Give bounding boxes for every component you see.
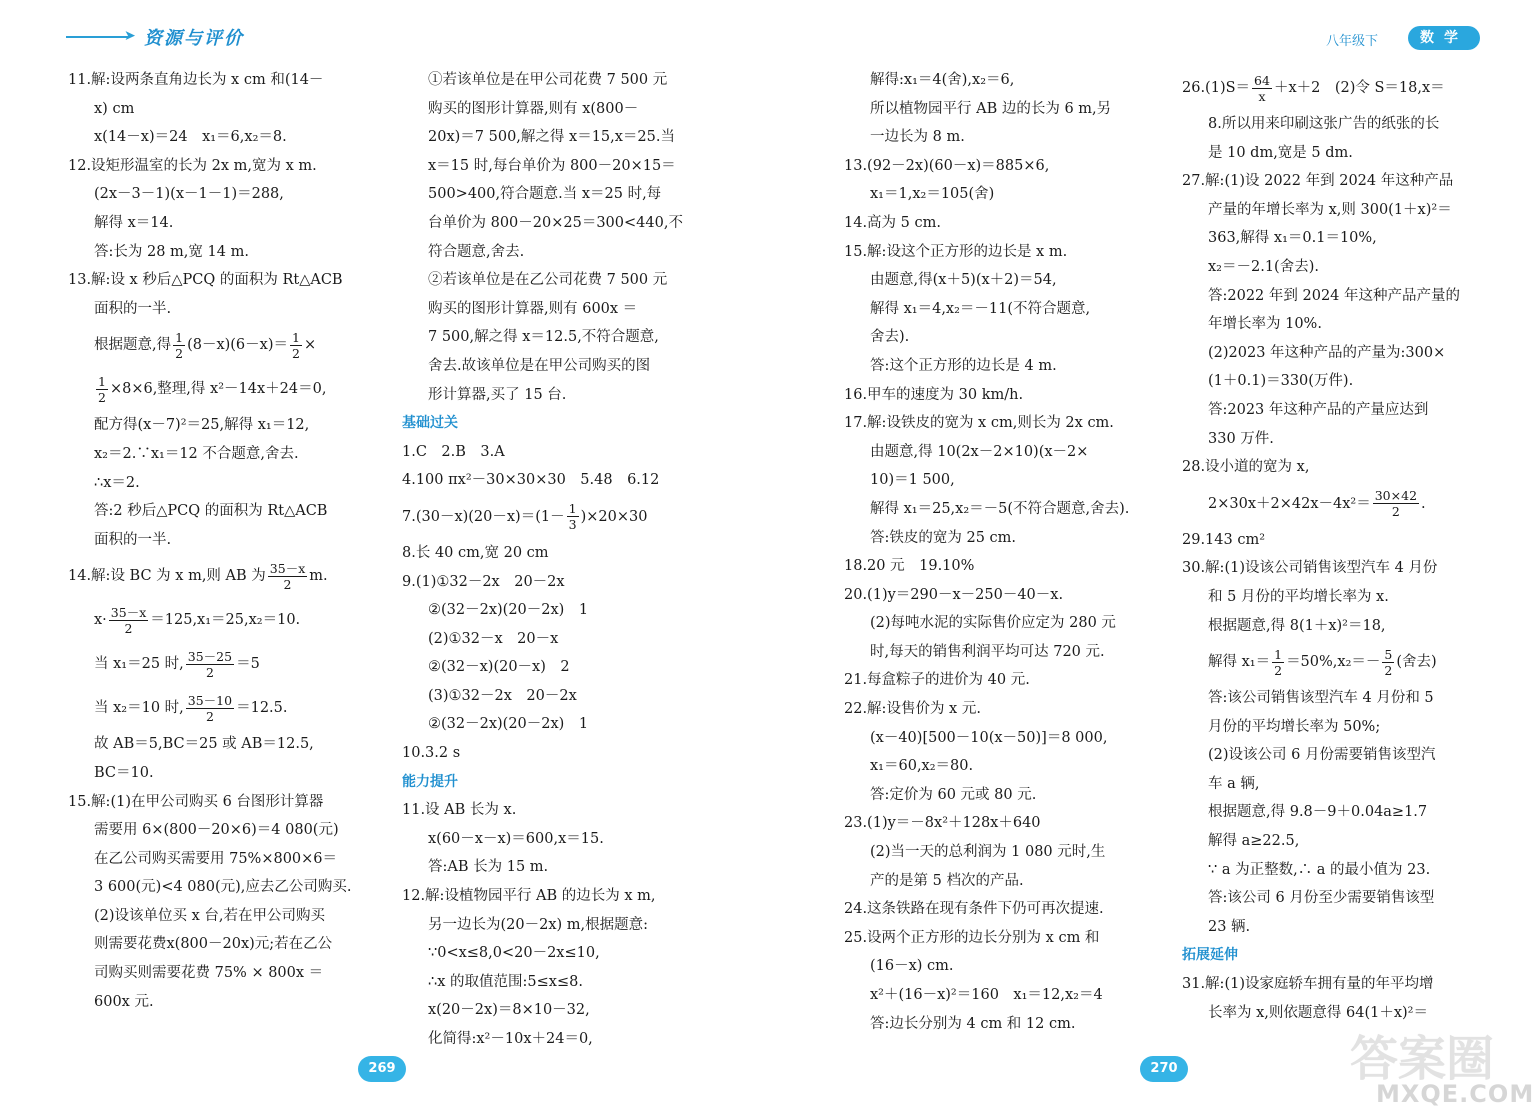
text-line: 1.C 2.B 3.A (402, 443, 505, 460)
text-line: (2x－3－1)(x－1－1)＝288, (94, 186, 284, 203)
text-line: 600x 元. (94, 993, 154, 1010)
section-heading-ability: 能力提升 (402, 773, 458, 790)
text-line: 形计算器,买了 15 台. (428, 386, 567, 403)
text-segment: 2×30x＋2×42x－4x²＝ (1208, 495, 1371, 512)
text-line: 答:定价为 60 元或 80 元. (870, 786, 1037, 803)
text-line: (2)当一天的总利润为 1 080 元时,生 (870, 844, 1106, 861)
text-line: 答:铁皮的宽为 25 cm. (870, 529, 1017, 546)
text-line: 11.解:设两条直角边长为 x cm 和(14－ (68, 72, 324, 88)
fraction-denominator: 2 (1391, 504, 1400, 520)
text-line (68, 686, 386, 730)
header-arrow-icon: ➤ (124, 28, 136, 44)
fraction (1272, 647, 1284, 678)
text-line: 23 辆. (1208, 918, 1251, 935)
text-line: 需要用 6×(800－20×6)＝4 080(元) (94, 822, 339, 839)
text-line: x(60－x－x)＝600,x＝15. (428, 830, 604, 847)
text-segment: . (1421, 495, 1426, 512)
grade-label: 八年级下 (1326, 34, 1379, 49)
text-line: 解得 x₁＝4,x₂＝－11(不符合题意, (870, 300, 1091, 317)
fraction (1252, 73, 1272, 104)
text-line: 500>400,符合题意.当 x＝25 时,每 (428, 186, 662, 203)
text-line (402, 495, 720, 539)
text-line: 答:该公司销售该型汽车 4 月份和 5 (1208, 690, 1434, 707)
text-line: 和 5 月份的平均增长率为 x. (1208, 588, 1389, 605)
text-segment: ＝125,x₁＝25,x₂＝10. (150, 612, 301, 629)
text-line: 答:这个正方形的边长是 4 m. (870, 357, 1057, 374)
fraction (567, 501, 579, 532)
text-line: 面积的一半. (94, 300, 172, 317)
text-segment: (舍去) (1396, 654, 1437, 671)
text-line: 舍去.故该单位是在甲公司购买的图 (428, 357, 651, 374)
text-line: 面积的一半. (94, 531, 172, 548)
text-line: (x－40)[500－10(x－50)]＝8 000, (870, 729, 1108, 746)
text-line: x₁＝60,x₂＝80. (870, 758, 974, 775)
text-line: 27.解:(1)设 2022 年到 2024 年这种产品 (1182, 173, 1454, 190)
text-line: 16.甲车的速度为 30 km/h. (844, 386, 1024, 403)
text-line: (2)每吨水泥的实际售价应定为 280 元 (870, 615, 1116, 632)
text-line: ①若该单位是在甲公司花费 7 500 元 (428, 72, 668, 88)
text-line: 31.解:(1)设家庭轿车拥有量的年平均增 (1182, 976, 1434, 993)
text-line: 购买的图形计算器,则有 x(800－ (428, 100, 639, 117)
text-line: 故 AB＝5,BC＝25 或 AB＝12.5, (94, 736, 314, 753)
text-line: x(20－2x)＝8×10－32, (428, 1002, 590, 1019)
text-line: 22.解:设售价为 x 元. (844, 701, 981, 718)
fraction (186, 649, 234, 680)
text-line: 20x)＝7 500,解之得 x＝15,x＝25.当 (428, 129, 675, 146)
text-line: 解得 x＝14. (94, 214, 174, 231)
text-line: 根据题意,得 8(1＋x)²＝18, (1208, 617, 1386, 634)
text-line: 是 10 dm,宽是 5 dm. (1208, 144, 1353, 161)
fraction-denominator: 2 (283, 576, 292, 592)
right-page (768, 0, 1536, 1112)
text-line (1182, 640, 1502, 684)
answer-column-4 (1182, 66, 1502, 1027)
text-line: 9.(1)①32－2x 20－2x (402, 573, 565, 590)
text-segment: 7.(30－x)(20－x)＝(1－ (402, 508, 565, 525)
text-line: 24.这条铁路在现有条件下仍可再次提速. (844, 901, 1104, 918)
text-line: 解得 x₁＝25,x₂＝－5(不符合题意,舍去). (870, 500, 1130, 517)
text-line: x(14－x)＝24 x₁＝6,x₂＝8. (94, 129, 287, 146)
text-segment: 解得 x₁＝ (1208, 654, 1271, 671)
fraction-numerator: 1 (175, 329, 184, 345)
text-line: (2)2023 年这种产品的产量为:300× (1208, 344, 1446, 361)
fraction-numerator: 64 (1254, 72, 1270, 88)
text-line: 根据题意,得 9.8－9＋0.04a≥1.7 (1208, 804, 1428, 821)
answer-column-1 (68, 66, 386, 1016)
text-line: 14.高为 5 cm. (844, 214, 941, 231)
fraction-numerator: 1 (98, 373, 106, 389)
fraction-denominator: 2 (175, 345, 184, 361)
header-subject-area (1326, 24, 1526, 54)
text-line: 月份的平均增长率为 50%; (1208, 718, 1381, 735)
text-line: (2)设该单位买 x 台,若在甲公司购买 (94, 907, 326, 924)
page-number-right: 270 (1140, 1056, 1188, 1082)
fraction (109, 605, 148, 636)
text-line: 21.每盒粽子的进价为 40 元. (844, 672, 1030, 689)
text-line: 解得 a≥22.5, (1208, 833, 1300, 850)
text-line: 答:2023 年这种产品的产量应达到 (1208, 401, 1429, 418)
text-segment: ＝5 (236, 656, 260, 673)
text-line (68, 598, 386, 642)
fraction-denominator: 2 (205, 664, 214, 680)
text-line: 产的是第 5 档次的产品. (870, 872, 1024, 889)
text-line: 12.解:设植物园平行 AB 的边长为 x m, (402, 888, 656, 905)
text-line: 363,解得 x₁＝0.1＝10%, (1208, 230, 1377, 247)
text-line: 28.设小道的宽为 x, (1182, 459, 1310, 476)
text-segment: 根据题意,得 (94, 337, 172, 354)
watermark-text: 答案圈 (1350, 1031, 1495, 1087)
text-line: 8.所以用来印刷这张广告的纸张的长 (1208, 116, 1440, 132)
text-line: x₂＝2.∵x₁＝12 不合题意,舍去. (94, 445, 299, 462)
fraction-numerator: 1 (292, 329, 300, 345)
text-line: (16－x) cm. (870, 958, 954, 975)
text-line: 长率为 x,则依题意得 64(1＋x)²＝ (1208, 1004, 1428, 1021)
fraction-numerator: 5 (1384, 646, 1393, 662)
fraction-numerator: 1 (1274, 646, 1283, 662)
watermark-url: MXQE.COM (1376, 1080, 1535, 1108)
text-line: 所以植物园平行 AB 边的长为 6 m,另 (870, 100, 1112, 117)
fraction-denominator: 2 (205, 708, 214, 724)
text-line: 另一边长为(20－2x) m,根据题意: (428, 916, 649, 933)
text-line: (1＋0.1)＝330(万件). (1208, 373, 1354, 390)
text-line: 解得:x₁＝4(舍),x₂＝6, (870, 72, 1015, 88)
text-segment: ＝50%,x₂＝－ (1286, 654, 1381, 671)
text-segment: ＋x＋2 (2)令 S＝18,x＝ (1273, 80, 1445, 96)
text-line: ∴x 的取值范围:5≤x≤8. (428, 973, 583, 990)
answer-column-2 (402, 66, 720, 1054)
text-line: 30.解:(1)设该公司销售该型汽车 4 月份 (1182, 560, 1438, 577)
text-line (1182, 482, 1502, 526)
text-segment: ×8×6,整理,得 x²－14x＋24＝0, (109, 381, 327, 398)
header-brand-area (66, 24, 266, 54)
text-line: 时,每天的销售利润平均可达 720 元. (870, 643, 1105, 660)
text-line: (2)①32－x 20－x (428, 630, 559, 647)
text-line: (3)①32－2x 20－2x (428, 687, 577, 704)
text-line: 12.设矩形温室的长为 2x m,宽为 x m. (68, 157, 317, 174)
text-line (68, 554, 386, 598)
watermark-logo (1340, 1020, 1535, 1108)
text-line: ∵ a 为正整数,∴ a 的最小值为 23. (1208, 861, 1431, 878)
fraction-numerator: 1 (568, 501, 577, 517)
text-line: x₁＝1,x₂＝105(舍) (870, 186, 995, 203)
text-segment: 当 x₁＝25 时, (94, 656, 184, 673)
text-line: 舍去). (870, 329, 910, 346)
text-segment: (8－x)(6－x)＝ (187, 337, 288, 354)
text-segment: m. (309, 568, 328, 585)
fraction-denominator: 2 (124, 620, 133, 636)
text-line (1182, 66, 1502, 110)
text-line: ∵0<x≤8,0<20－2x≤10, (428, 945, 600, 962)
fraction (186, 693, 234, 724)
text-line: x＝15 时,每台单价为 800－20×15＝ (428, 157, 676, 174)
text-line: 7 500,解之得 x＝12.5,不符合题意, (428, 329, 659, 346)
text-line: 答:该公司 6 月份至少需要销售该型 (1208, 890, 1435, 907)
text-segment: x· (94, 612, 107, 629)
answer-column-3 (844, 66, 1154, 1038)
fraction (268, 561, 307, 592)
text-line: 18.20 元 19.10% (844, 558, 975, 575)
text-line: 答:2022 年到 2024 年这种产品产量的 (1208, 287, 1461, 304)
fraction-denominator: x (1258, 88, 1266, 104)
fraction (173, 330, 185, 361)
text-line: ②若该单位是在乙公司花费 7 500 元 (428, 272, 668, 289)
text-line: 10.3.2 s (402, 745, 461, 762)
text-line: 答:AB 长为 15 m. (428, 859, 549, 876)
text-line: 由题意,得(x＋5)(x＋2)＝54, (870, 272, 1057, 289)
fraction-numerator: 35－25 (187, 648, 233, 664)
text-line: 配方得(x－7)²＝25,解得 x₁＝12, (94, 417, 310, 434)
text-line: 购买的图形计算器,则有 600x ＝ (428, 300, 638, 317)
fraction-numerator: 35－x (269, 560, 306, 576)
text-line: 23.(1)y＝－8x²＋128x＋640 (844, 815, 1041, 832)
text-segment: 14.解:设 BC 为 x m,则 AB 为 (68, 568, 266, 585)
fraction-denominator: 2 (1384, 662, 1393, 678)
fraction (1382, 647, 1394, 678)
fraction (96, 374, 108, 405)
fraction-denominator: 3 (568, 517, 577, 533)
text-line: 产量的年增长率为 x,则 300(1＋x)²＝ (1208, 201, 1452, 218)
text-line: 符合题意,舍去. (428, 243, 525, 260)
text-line: 25.设两个正方形的边长分别为 x cm 和 (844, 929, 1100, 946)
text-line: 29.143 cm² (1182, 531, 1266, 548)
fraction-denominator: 2 (292, 345, 300, 361)
text-line: 3 600(元)<4 080(元),应去乙公司购买. (94, 879, 352, 896)
text-segment: × (303, 337, 317, 354)
text-segment: 当 x₂＝10 时, (94, 700, 184, 717)
text-line: 车 a 辆, (1208, 775, 1260, 792)
text-line (68, 642, 386, 686)
text-line: 15.解:设这个正方形的边长是 x m. (844, 243, 1068, 260)
text-line: x₂＝－2.1(舍去). (1208, 258, 1319, 275)
text-line: (2)设该公司 6 月份需要销售该型汽 (1208, 747, 1436, 764)
text-line: 17.解:设铁皮的宽为 x cm,则长为 2x cm. (844, 415, 1114, 432)
text-line (68, 323, 386, 367)
text-line: ②(32－x)(20－x) 2 (428, 659, 570, 676)
fraction-numerator: 35－10 (187, 692, 233, 708)
text-line: 20.(1)y＝290－x－250－40－x. (844, 586, 1064, 603)
text-line: 答:2 秒后△PCQ 的面积为 Rt△ACB (94, 503, 328, 520)
subject-badge: 数学 (1408, 26, 1480, 50)
text-line: 11.设 AB 长为 x. (402, 802, 517, 819)
text-line (68, 367, 386, 411)
fraction-numerator: 35－x (110, 604, 147, 620)
header-decor-line (66, 36, 128, 38)
text-segment: )×20×30 (580, 508, 648, 525)
text-line: 年增长率为 10%. (1208, 316, 1322, 333)
page-number-left: 269 (358, 1056, 406, 1082)
text-line: 则需要花费x(800－20x)元;若在乙公 (94, 936, 333, 953)
fraction-numerator: 30×42 (1374, 488, 1418, 504)
fraction (1373, 488, 1419, 519)
fraction (290, 330, 302, 361)
text-line: x) cm (94, 100, 135, 117)
text-line: 15.解:(1)在甲公司购买 6 台图形计算器 (68, 793, 324, 810)
text-line: 台单价为 800－20×25＝300<440,不 (428, 214, 683, 231)
text-line: 330 万件. (1208, 430, 1274, 447)
text-line: ②(32－2x)(20－2x) 1 (428, 602, 589, 619)
text-line: ∴x＝2. (94, 474, 140, 491)
text-line: 4.100 πx²－30×30×30 5.48 6.12 (402, 472, 660, 489)
text-line: 由题意,得 10(2x－2×10)(x－2× (870, 443, 1089, 460)
text-line: 13.解:设 x 秒后△PCQ 的面积为 Rt△ACB (68, 272, 343, 289)
text-segment: 26.(1)S＝ (1182, 80, 1251, 96)
section-heading-extension: 拓展延伸 (1182, 947, 1238, 964)
text-line: 司购买则需要花费 75% × 800x ＝ (94, 965, 324, 982)
text-line: 一边长为 8 m. (870, 129, 965, 146)
section-heading-basic: 基础过关 (402, 415, 458, 432)
text-line: 化简得:x²－10x＋24＝0, (428, 1031, 593, 1047)
text-line: 8.长 40 cm,宽 20 cm (402, 544, 549, 561)
text-line: 10)＝1 500, (870, 472, 955, 489)
text-line: 13.(92－2x)(60－x)＝885×6, (844, 157, 1050, 174)
text-line: 在乙公司购买需要用 75%×800×6＝ (94, 850, 338, 867)
text-line: BC＝10. (94, 764, 154, 781)
text-line: x²＋(16－x)²＝160 x₁＝12,x₂＝4 (870, 987, 1103, 1003)
text-line: 答:长为 28 m,宽 14 m. (94, 243, 249, 260)
fraction-denominator: 2 (98, 389, 106, 405)
fraction-denominator: 2 (1274, 662, 1283, 678)
text-segment: ＝12.5. (236, 700, 288, 717)
header-brand: 资源与评价 (144, 28, 244, 49)
text-line: ②(32－2x)(20－2x) 1 (428, 716, 589, 733)
text-line: 答:边长分别为 4 cm 和 12 cm. (870, 1015, 1076, 1032)
